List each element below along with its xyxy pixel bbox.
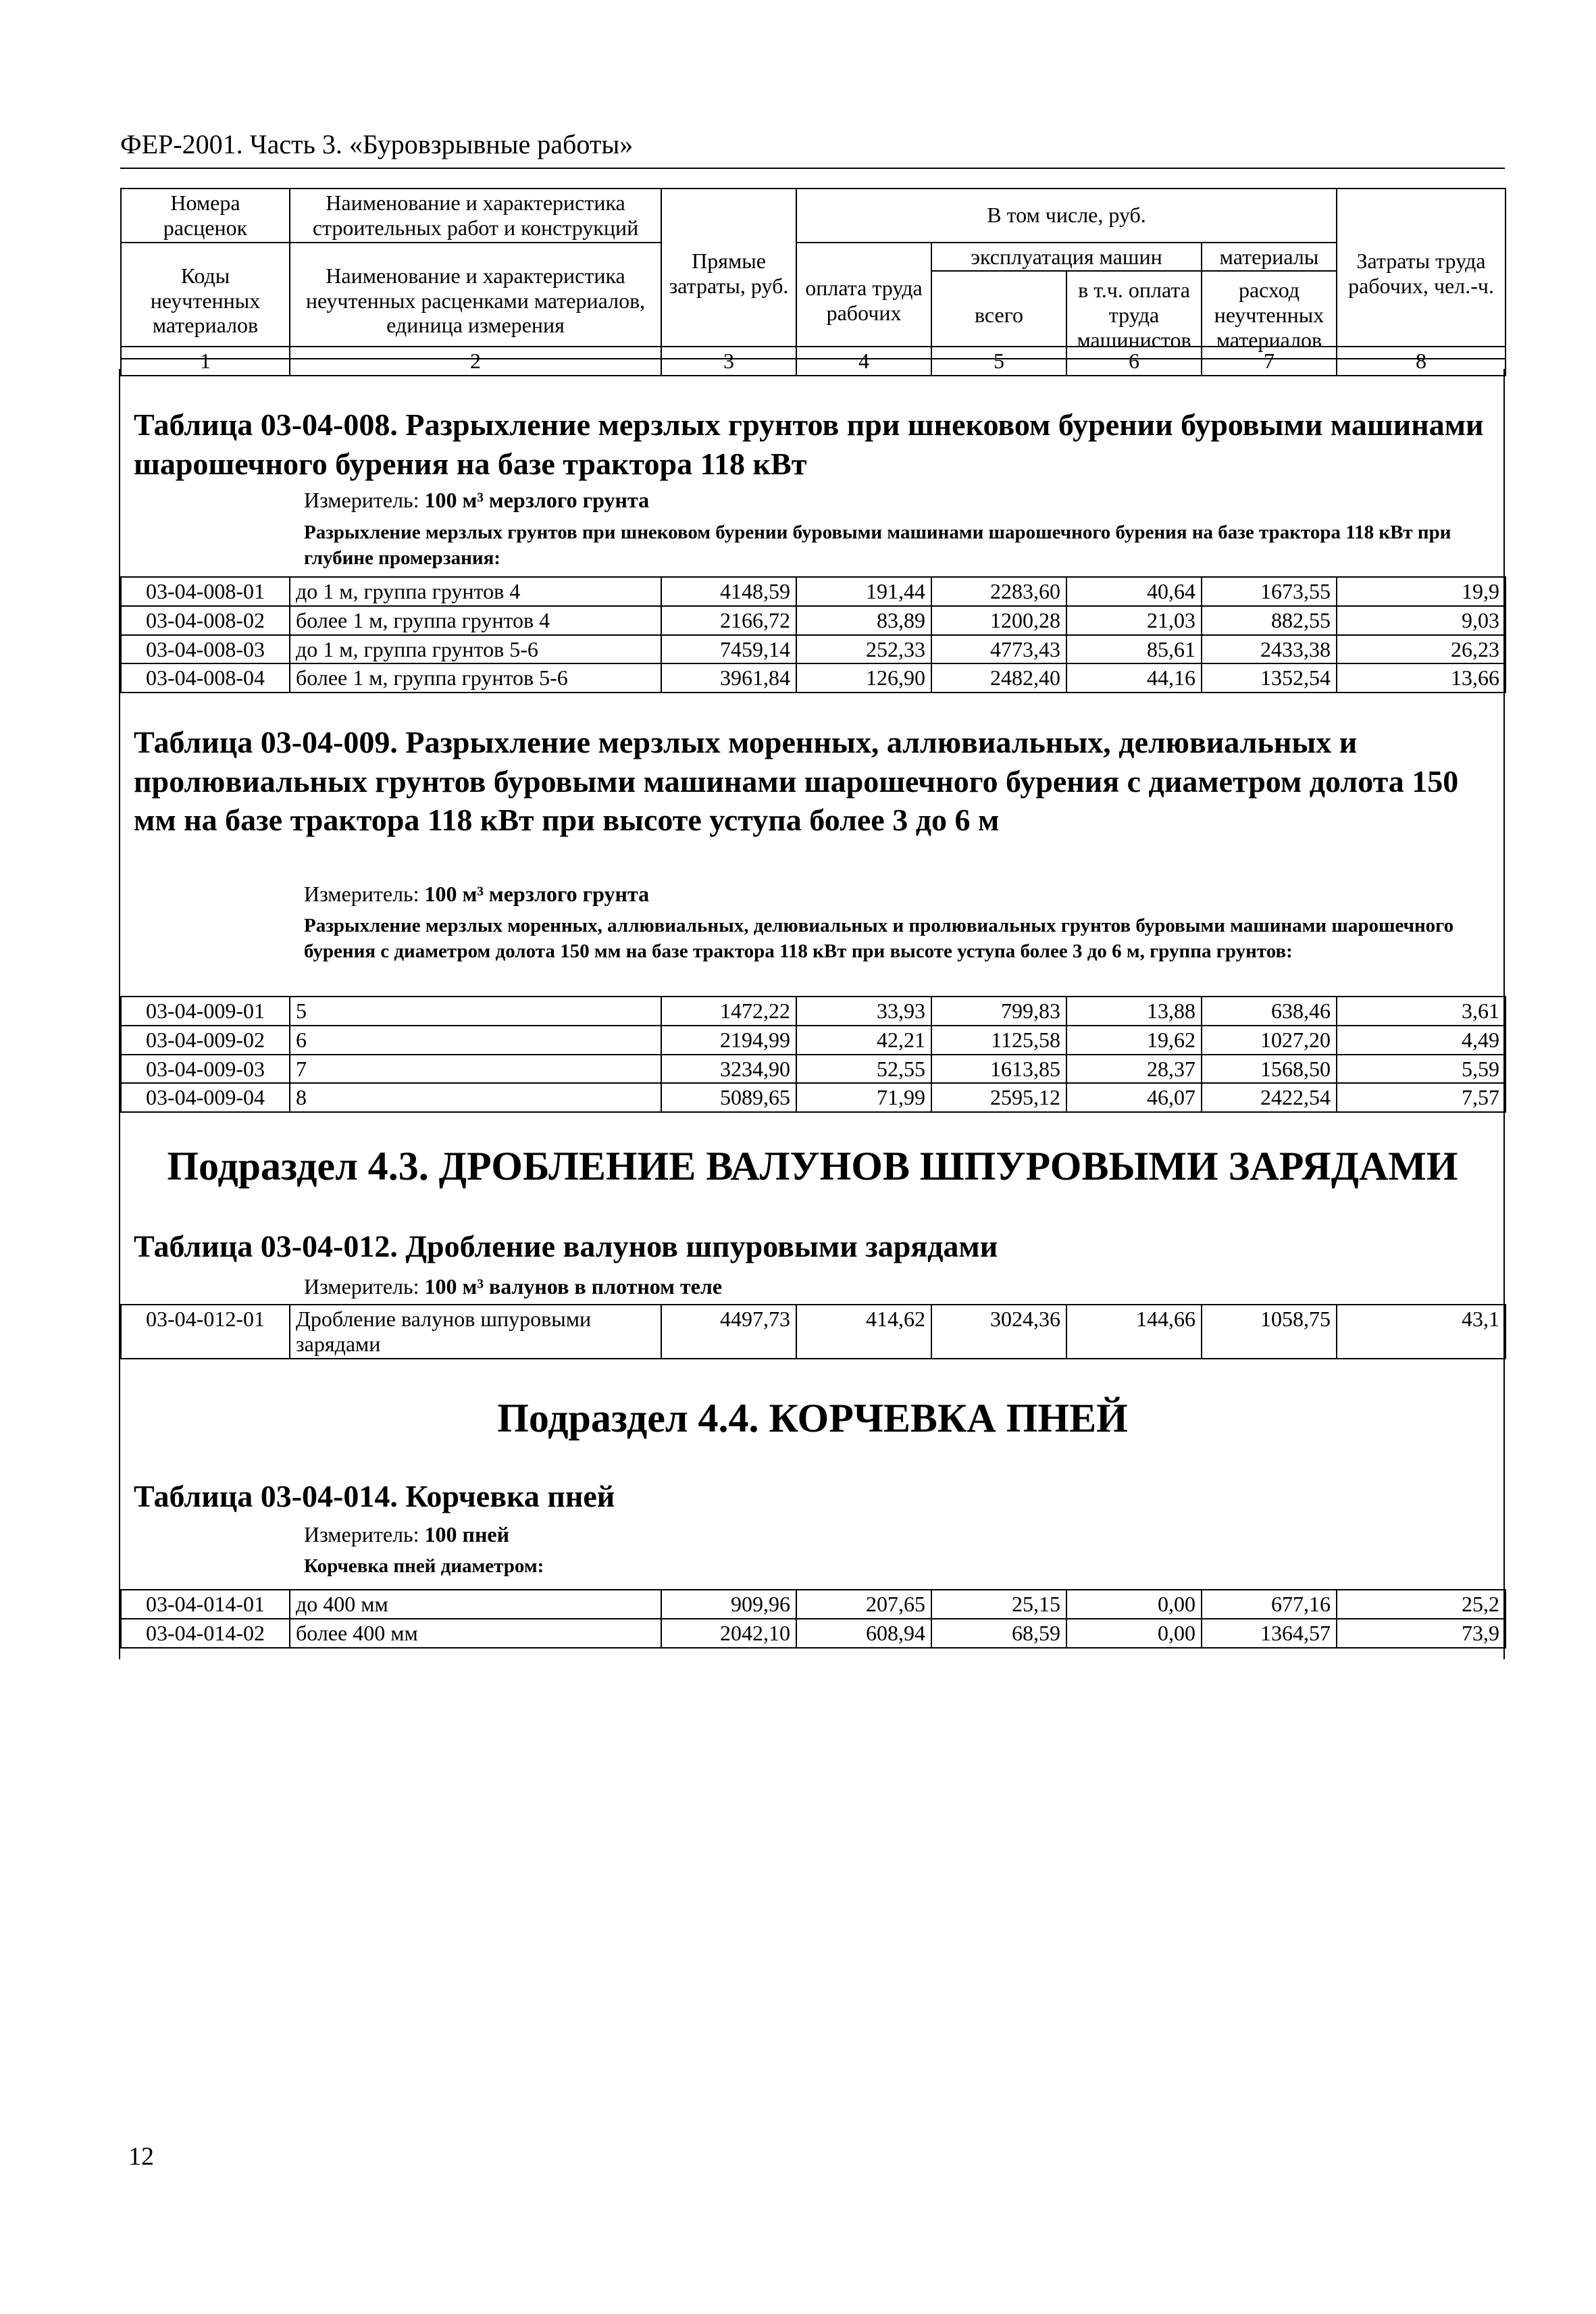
table-014-title-text: Корчевка пней	[405, 1479, 615, 1513]
table-row: 03-04-014-02 более 400 мм 2042,10 608,94 68,59 0,00 1364,57 73,9	[121, 1619, 1505, 1648]
hdr-machines-total: всего	[931, 271, 1066, 359]
col-num: 4	[796, 347, 931, 376]
table-row: 03-04-009-03 7 3234,90 52,55 1613,85 28,37 1568,50 5,59	[121, 1055, 1505, 1084]
table-009-title-text: Разрыхление мерзлых моренных, аллювиальных, делювиальных и пролювиальных грунтов буровыми машинами шарошечного бурения с диаметром долота 150 мм на базе трактора 118 кВт при высоте уступа более 3 до 6 м	[134, 725, 1459, 837]
table-008-title	[134, 405, 1485, 483]
hdr-name-top: Наименование и характеристика строительных работ и конструкций	[290, 188, 661, 243]
table-009-measure: Измеритель: 100 м³ мерзлого грунта	[304, 882, 650, 906]
table-row: 03-04-014-01 до 400 мм 909,96 207,65 25,15 0,00 677,16 25,2	[121, 1590, 1505, 1619]
table-009-label: Таблица 03-04-009.	[134, 725, 398, 759]
subsection-4-3-heading: Подраздел 4.3. ДРОБЛЕНИЕ ВАЛУНОВ ШПУРОВЫМИ ЗАРЯДАМИ	[167, 1144, 1458, 1188]
hdr-machines-wages: в т.ч. оплата труда машинистов	[1066, 271, 1202, 359]
col-num: 5	[931, 347, 1066, 376]
table-row: 03-04-009-02 6 2194,99 42,21 1125,58 19,62 1027,20 4,49	[121, 1026, 1505, 1055]
table-008-label: Таблица 03-04-008.	[134, 407, 398, 442]
col-num: 7	[1202, 347, 1337, 376]
table-row: 03-04-009-01 5 1472,22 33,93 799,83 13,88 638,46 3,61	[121, 997, 1505, 1026]
table-row: 03-04-009-04 8 5089,65 71,99 2595,12 46,07 2422,54 7,57	[121, 1083, 1505, 1112]
col-num: 2	[290, 347, 661, 376]
table-row: 03-04-012-01 Дробление валунов шпуровыми зарядами 4497,73 414,62 3024,36 144,66 1058,75 43,1	[121, 1305, 1505, 1359]
hdr-labor: Затраты труда рабочих, чел.-ч.	[1337, 188, 1505, 359]
table-008-title-text: Разрыхление мерзлых грунтов при шнековом бурении буровыми машинами шарошечного бурения на базе трактора 118 кВт	[134, 407, 1484, 481]
hdr-direct-costs: Прямые затраты, руб.	[661, 188, 796, 359]
table-009-rows	[120, 996, 1506, 1113]
hdr-materials-unaccounted: расход неучтенных материалов	[1202, 271, 1337, 359]
table-009-group: Разрыхление мерзлых моренных, аллювиальных, делювиальных и пролювиальных грунтов буровыми машинами шарошечного бурения с диаметром долота 150 мм на базе трактора 118 кВт при высоте уступа более 3 до 6 м, группа грунтов:	[304, 915, 1454, 962]
table-014-rows	[120, 1589, 1506, 1649]
col-num: 8	[1337, 347, 1505, 376]
table-014-group: Корчевка пней диаметром:	[304, 1555, 544, 1577]
table-012-label: Таблица 03-04-012.	[134, 1229, 398, 1263]
table-row: 03-04-008-01 до 1 м, группа грунтов 4 4148,59 191,44 2283,60 40,64 1673,55 19,9	[121, 577, 1505, 606]
hdr-codes-bottom: Коды неучтенных материалов	[121, 243, 290, 359]
col-num: 1	[121, 347, 290, 376]
header-rule	[120, 168, 1505, 169]
table-012-measure: Измеритель: 100 м³ валунов в плотном теле	[304, 1274, 723, 1299]
column-header-table	[120, 188, 1506, 359]
table-row: 03-04-008-03 до 1 м, группа грунтов 5-6 7459,14 252,33 4773,43 85,61 2433,38 26,23	[121, 635, 1505, 664]
hdr-machines: эксплуатация машин	[931, 243, 1202, 272]
col-num: 3	[661, 347, 796, 376]
subsection-4-4-heading: Подраздел 4.4. КОРЧЕВКА ПНЕЙ	[497, 1396, 1128, 1440]
table-014-title	[134, 1477, 1485, 1516]
hdr-including: В том числе, руб.	[796, 188, 1337, 243]
table-012-title-text: Дробление валунов шпуровыми зарядами	[405, 1229, 998, 1263]
column-number-row	[120, 346, 1506, 376]
table-014-measure: Измеритель: 100 пней	[304, 1522, 510, 1546]
table-row: 03-04-008-02 более 1 м, группа грунтов 4 2166,72 83,89 1200,28 21,03 882,55 9,03	[121, 606, 1505, 635]
table-012-title	[134, 1227, 1485, 1266]
table-008-rows	[120, 576, 1506, 693]
table-row: 03-04-008-04 более 1 м, группа грунтов 5-6 3961,84 126,90 2482,40 44,16 1352,54 13,66	[121, 663, 1505, 693]
col-num: 6	[1066, 347, 1202, 376]
table-014-label: Таблица 03-04-014.	[134, 1479, 398, 1513]
hdr-materials: материалы	[1202, 243, 1337, 272]
table-009-title	[134, 723, 1485, 840]
table-008-measure: Измеритель: 100 м³ мерзлого грунта	[304, 488, 650, 512]
hdr-codes-top: Номера расценок	[121, 188, 290, 243]
hdr-wages: оплата труда рабочих	[796, 243, 931, 359]
table-012-rows	[120, 1304, 1506, 1359]
page-number: 12	[128, 2142, 154, 2171]
page-header: ФЕР-2001. Часть 3. «Буровзрывные работы»	[120, 129, 634, 159]
table-008-group: Разрыхление мерзлых грунтов при шнековом бурении буровыми машинами шарошечного бурения на базе трактора 118 кВт при глубине промерзания:	[304, 522, 1451, 569]
hdr-name-bottom: Наименование и характеристика неучтенных расценками материалов, единица измерения	[290, 243, 661, 359]
